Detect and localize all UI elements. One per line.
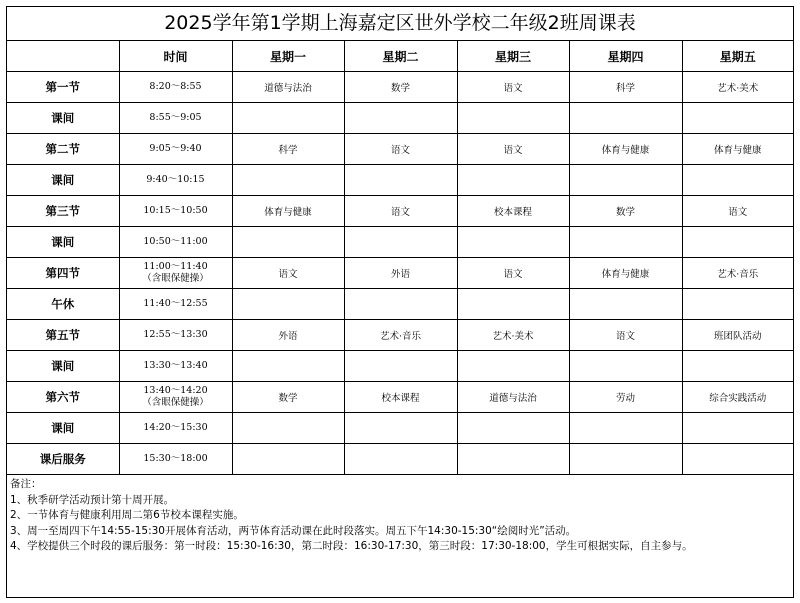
column-header: 星期一	[232, 41, 344, 72]
subject-cell: 体育与健康	[569, 258, 682, 289]
subject-cell: 校本课程	[344, 382, 457, 413]
subject-cell	[457, 444, 569, 475]
subject-cell: 班团队活动	[682, 320, 793, 351]
time-note: （含眼保健操）	[142, 273, 209, 284]
subject-cell	[569, 289, 682, 320]
subject-cell: 科学	[232, 134, 344, 165]
subject-cell	[232, 103, 344, 134]
table-row	[7, 444, 793, 475]
time-cell	[119, 289, 232, 320]
subject-cell: 数学	[344, 72, 457, 103]
header-corner	[7, 41, 119, 72]
subject-cell: 语文	[344, 196, 457, 227]
subject-cell	[682, 289, 793, 320]
subject-cell: 体育与健康	[232, 196, 344, 227]
subject-cell	[682, 351, 793, 382]
subject-cell: 语文	[232, 258, 344, 289]
table-row	[7, 103, 793, 134]
time-cell	[119, 165, 232, 196]
time-cell	[119, 413, 232, 444]
time-range: 15:30～18:00	[143, 453, 208, 464]
subject-cell: 外语	[232, 320, 344, 351]
table-row	[7, 134, 793, 165]
time-range: 8:20～8:55	[149, 81, 202, 92]
subject-cell	[682, 165, 793, 196]
period-label: 第四节	[7, 258, 119, 289]
subject-cell	[344, 103, 457, 134]
table-row	[7, 382, 793, 413]
table-row	[7, 72, 793, 103]
subject-cell: 外语	[344, 258, 457, 289]
page-title: 2025学年第1学期上海嘉定区世外学校二年级2班周课表	[7, 7, 793, 41]
time-cell	[119, 134, 232, 165]
notes-section	[7, 475, 793, 557]
subject-cell	[457, 103, 569, 134]
subject-cell: 体育与健康	[569, 134, 682, 165]
period-label: 第三节	[7, 196, 119, 227]
period-label: 第五节	[7, 320, 119, 351]
subject-cell: 数学	[569, 196, 682, 227]
subject-cell: 道德与法治	[457, 382, 569, 413]
time-cell	[119, 444, 232, 475]
subject-cell	[569, 444, 682, 475]
subject-cell: 艺术·音乐	[344, 320, 457, 351]
table-row	[7, 258, 793, 289]
subject-cell	[569, 103, 682, 134]
subject-cell	[232, 165, 344, 196]
time-cell	[119, 382, 232, 413]
time-note: （含眼保健操）	[142, 397, 209, 408]
period-label: 课间	[7, 227, 119, 258]
subject-cell	[232, 413, 344, 444]
subject-cell	[457, 227, 569, 258]
column-header: 星期三	[457, 41, 569, 72]
time-range: 14:20～15:30	[143, 422, 208, 433]
note-item: 4、学校提供三个时段的课后服务：第一时段：15:30-16:30，第二时段：16:30-17:30，第三时段：17:30-18:00，学生可根据实际，自主参与。	[10, 540, 693, 552]
time-cell	[119, 227, 232, 258]
subject-cell	[232, 444, 344, 475]
table-row	[7, 289, 793, 320]
column-header: 星期二	[344, 41, 457, 72]
subject-cell	[682, 227, 793, 258]
subject-cell: 科学	[569, 72, 682, 103]
subject-cell: 语文	[457, 72, 569, 103]
subject-cell	[344, 165, 457, 196]
time-range: 10:15～10:50	[143, 205, 208, 216]
column-header: 星期五	[682, 41, 793, 72]
subject-cell	[682, 444, 793, 475]
subject-cell	[569, 227, 682, 258]
period-label: 课间	[7, 413, 119, 444]
subject-cell: 体育与健康	[682, 134, 793, 165]
note-item: 1、秋季研学活动预计第十周开展。	[10, 493, 175, 506]
period-label: 第一节	[7, 72, 119, 103]
subject-cell	[569, 351, 682, 382]
subject-cell: 校本课程	[457, 196, 569, 227]
time-range: 11:00～11:40	[143, 261, 208, 272]
subject-cell	[232, 351, 344, 382]
subject-cell: 艺术·美术	[682, 72, 793, 103]
table-row	[7, 351, 793, 382]
notes-heading: 备注：	[10, 478, 42, 490]
timetable	[7, 41, 793, 475]
subject-cell	[682, 413, 793, 444]
subject-cell	[457, 413, 569, 444]
period-label: 第二节	[7, 134, 119, 165]
table-row	[7, 413, 793, 444]
time-range: 11:40～12:55	[143, 298, 208, 309]
time-cell	[119, 196, 232, 227]
subject-cell	[457, 351, 569, 382]
table-row	[7, 196, 793, 227]
header-row	[7, 41, 793, 72]
subject-cell: 语文	[569, 320, 682, 351]
time-cell	[119, 72, 232, 103]
subject-cell: 语文	[344, 134, 457, 165]
time-range: 13:30～13:40	[143, 360, 208, 371]
period-label: 午休	[7, 289, 119, 320]
subject-cell: 道德与法治	[232, 72, 344, 103]
note-item: 3、周一至周四下午14:55-15:30开展体育活动，两节体育活动课在此时段落实。周五下午14:30-15:30“绘阅时光”活动。	[10, 524, 577, 537]
subject-cell	[232, 289, 344, 320]
subject-cell	[569, 413, 682, 444]
subject-cell	[344, 351, 457, 382]
time-range: 8:55～9:05	[149, 112, 202, 123]
time-cell	[119, 103, 232, 134]
time-range: 10:50～11:00	[143, 236, 208, 247]
column-header: 星期四	[569, 41, 682, 72]
period-label: 课间	[7, 103, 119, 134]
subject-cell	[682, 103, 793, 134]
table-row	[7, 227, 793, 258]
subject-cell	[569, 165, 682, 196]
table-row	[7, 320, 793, 351]
time-cell	[119, 351, 232, 382]
note-item: 2、一节体育与健康利用周二第6节校本课程实施。	[10, 509, 244, 521]
period-label: 课间	[7, 165, 119, 196]
subject-cell: 语文	[457, 258, 569, 289]
subject-cell: 语文	[457, 134, 569, 165]
subject-cell: 艺术·美术	[457, 320, 569, 351]
subject-cell: 综合实践活动	[682, 382, 793, 413]
subject-cell	[457, 165, 569, 196]
subject-cell: 语文	[682, 196, 793, 227]
subject-cell	[344, 289, 457, 320]
period-label: 第六节	[7, 382, 119, 413]
subject-cell	[232, 227, 344, 258]
time-cell	[119, 258, 232, 289]
subject-cell: 艺术·音乐	[682, 258, 793, 289]
time-range: 12:55～13:30	[143, 329, 208, 340]
table-row	[7, 165, 793, 196]
subject-cell	[457, 289, 569, 320]
time-cell	[119, 320, 232, 351]
column-header: 时间	[119, 41, 232, 72]
subject-cell	[344, 227, 457, 258]
timetable-sheet	[6, 6, 794, 598]
subject-cell	[344, 413, 457, 444]
subject-cell: 数学	[232, 382, 344, 413]
subject-cell	[344, 444, 457, 475]
time-range: 9:40～10:15	[146, 174, 205, 185]
time-range: 13:40～14:20	[143, 385, 208, 396]
period-label: 课间	[7, 351, 119, 382]
period-label: 课后服务	[7, 444, 119, 475]
subject-cell: 劳动	[569, 382, 682, 413]
time-range: 9:05～9:40	[149, 143, 202, 154]
